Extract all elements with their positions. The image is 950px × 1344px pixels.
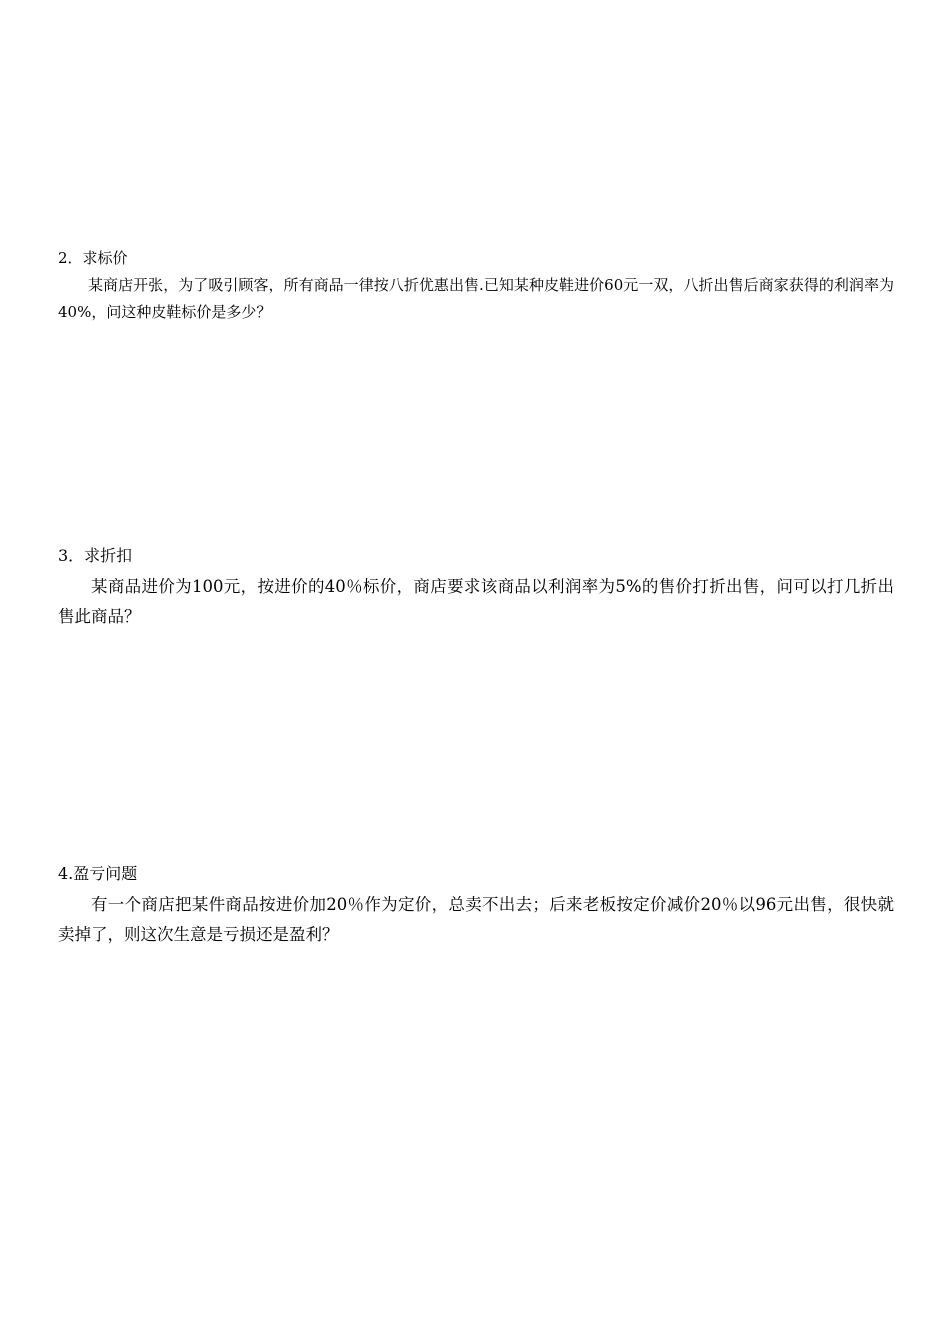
problem-3 <box>58 544 894 632</box>
problem-3-heading: 3．求折扣 <box>58 546 133 565</box>
problem-3-text: 某商品进价为100元，按进价的40％标价，商店要求该商品以利润率为5%的售价打折出售，问可以打几折出售此商品？ <box>58 577 894 626</box>
problem-2-heading: 2．求标价 <box>58 249 128 267</box>
problem-2 <box>58 247 894 326</box>
problem-4-heading: 4.盈亏问题 <box>58 864 138 883</box>
problem-2-text: 某商店开张，为了吸引顾客，所有商品一律按八折优惠出售.已知某种皮鞋进价60元一双，八折出售后商家获得的利润率为40%，问这种皮鞋标价是多少？ <box>58 276 894 321</box>
problem-4-text: 有一个商店把某件商品按进价加20％作为定价，总卖不出去；后来老板按定价减价20％以96元出售，很快就卖掉了，则这次生意是亏损还是盈利？ <box>58 895 894 944</box>
problem-4 <box>58 862 894 950</box>
